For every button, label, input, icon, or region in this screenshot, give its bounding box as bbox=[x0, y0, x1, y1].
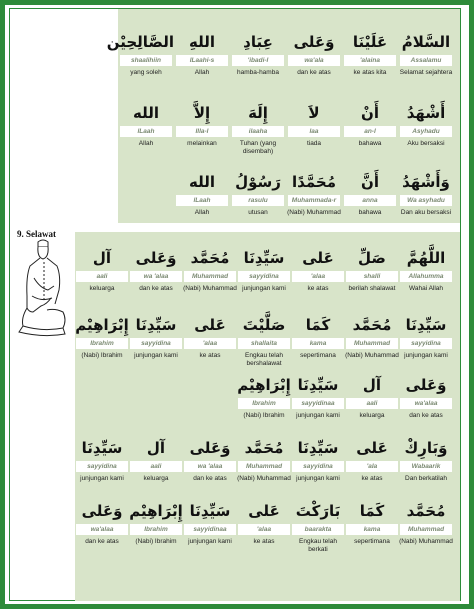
phrase-cell bbox=[398, 30, 454, 77]
arabic-word: عَلى bbox=[248, 502, 280, 520]
arabic-word: أَشْهَدُ bbox=[406, 104, 446, 122]
transliteration: kama bbox=[346, 524, 398, 535]
arabic-word: وَأَشْهَدُ bbox=[402, 173, 450, 191]
phrase-cell bbox=[344, 313, 400, 360]
meaning: dan ke atas bbox=[85, 538, 119, 545]
transliteration: wa'ala bbox=[288, 55, 340, 66]
arabic-word: إِبْرَاهِيْم bbox=[75, 316, 129, 334]
phrase-cell bbox=[398, 373, 454, 420]
arabic-word: صَلَّيْتَ bbox=[242, 316, 286, 334]
phrase-cell bbox=[74, 313, 130, 360]
transliteration: Muhammad bbox=[400, 524, 452, 535]
meaning: junjungan kami bbox=[296, 475, 340, 482]
arabic-word: عَلى bbox=[194, 316, 226, 334]
phrase-cell bbox=[118, 101, 174, 148]
meaning: ke atas kita bbox=[353, 69, 387, 76]
meaning: keluarga bbox=[89, 285, 115, 292]
meaning: junjungan kami bbox=[188, 538, 232, 545]
phrase-cell bbox=[174, 30, 230, 77]
meaning: junjungan kami bbox=[242, 285, 286, 292]
phrase-cell bbox=[344, 246, 400, 293]
transliteration: Asyhadu bbox=[400, 126, 452, 137]
meaning: berilah shalawat bbox=[348, 285, 396, 292]
phrase-cell bbox=[182, 313, 238, 360]
transliteration: sayyidina bbox=[292, 461, 344, 472]
arabic-word: سَيِّدِنَا bbox=[243, 249, 285, 267]
meaning: keluarga bbox=[143, 475, 169, 482]
meaning: dan ke atas bbox=[409, 412, 443, 419]
phrase-cell bbox=[344, 499, 400, 546]
arabic-word: وَبَارِكْ bbox=[404, 439, 448, 457]
section-title: Selawat bbox=[26, 229, 56, 239]
arabic-word: إِبْرَاهِيْم bbox=[237, 376, 291, 394]
arabic-word: السَّلامُ bbox=[401, 33, 451, 51]
meaning: ke atas bbox=[253, 538, 275, 545]
transliteration: aali bbox=[346, 398, 398, 409]
arabic-word: سَيِّدِنَا bbox=[297, 376, 339, 394]
meaning: ke atas bbox=[361, 475, 383, 482]
arabic-word: بَارَكْتَ bbox=[295, 502, 341, 520]
transliteration: wa 'alaa bbox=[184, 461, 236, 472]
meaning: junjungan kami bbox=[80, 475, 124, 482]
phrase-cell bbox=[182, 246, 238, 293]
phrase-cell bbox=[342, 101, 398, 148]
meaning: yang soleh bbox=[130, 69, 162, 76]
arabic-word: مُحَمَّدًا bbox=[292, 173, 336, 191]
phrase-cell bbox=[174, 101, 230, 148]
meaning: utusan bbox=[248, 209, 268, 216]
phrase-cell bbox=[230, 30, 286, 77]
transliteration: Muhammada-r bbox=[288, 195, 340, 206]
arabic-word: آل bbox=[362, 376, 382, 394]
arabic-word: كَمَا bbox=[305, 316, 331, 334]
transliteration: Ibrahim bbox=[238, 398, 290, 409]
transliteration: Ibrahim bbox=[130, 524, 182, 535]
transliteration: wa'alaa bbox=[76, 524, 128, 535]
phrase-cell bbox=[236, 436, 292, 483]
transliteration: shallaita bbox=[238, 338, 290, 349]
arabic-word: آل bbox=[92, 249, 112, 267]
transliteration: shalli bbox=[346, 271, 398, 282]
transliteration: baarakta bbox=[292, 524, 344, 535]
meaning: (Nabi) Muhammad bbox=[345, 352, 399, 359]
transliteration: rasulu bbox=[232, 195, 284, 206]
arabic-word: سَيِّدِنَا bbox=[297, 439, 339, 457]
arabic-word: اللهِ bbox=[189, 33, 215, 51]
transliteration: sayyidinaa bbox=[184, 524, 236, 535]
phrase-cell bbox=[236, 499, 292, 546]
meaning: tiada bbox=[306, 140, 322, 147]
transliteration: Assalamu bbox=[400, 55, 452, 66]
arabic-word: وَعَلى bbox=[189, 439, 231, 457]
transliteration: wa'alaa bbox=[400, 398, 452, 409]
transliteration: lLaah bbox=[120, 126, 172, 137]
transliteration: an-l bbox=[344, 126, 396, 137]
arabic-word: وَعَلى bbox=[293, 33, 335, 51]
transliteration: Muhammad bbox=[184, 271, 236, 282]
meaning: sepertimana bbox=[354, 538, 390, 545]
phrase-cell bbox=[286, 101, 342, 148]
meaning: Engkau telah berkati bbox=[299, 538, 337, 553]
section-number: 9. bbox=[17, 229, 24, 239]
transliteration: laa bbox=[288, 126, 340, 137]
arabic-word: لاَ bbox=[308, 104, 320, 122]
phrase-cell bbox=[398, 436, 454, 483]
transliteration: sayyidina bbox=[400, 338, 452, 349]
meaning: keluarga bbox=[359, 412, 385, 419]
arabic-word: وَعَلى bbox=[405, 376, 447, 394]
phrase-cell bbox=[74, 499, 130, 546]
meaning: Dan aku bersaksi bbox=[400, 209, 452, 216]
phrase-cell bbox=[182, 499, 238, 546]
phrase-cell bbox=[74, 436, 130, 483]
phrase-cell bbox=[230, 170, 286, 217]
transliteration: Muhammad bbox=[238, 461, 290, 472]
arabic-word: الله bbox=[133, 104, 159, 122]
transliteration: Ibrahim bbox=[76, 338, 128, 349]
transliteration: anna bbox=[344, 195, 396, 206]
arabic-word: أَنَّ bbox=[361, 173, 379, 191]
meaning: ke atas bbox=[199, 352, 221, 359]
arabic-word: سَيِّدِنَا bbox=[405, 316, 447, 334]
transliteration: lLaahi-s bbox=[176, 55, 228, 66]
arabic-word: كَمَا bbox=[359, 502, 385, 520]
meaning: junjungan kami bbox=[296, 412, 340, 419]
meaning: (Nabi) Muhammad bbox=[237, 475, 291, 482]
arabic-word: عِبَادِ bbox=[243, 33, 273, 51]
meaning: dan ke atas bbox=[139, 285, 173, 292]
transliteration: Illa-l bbox=[176, 126, 228, 137]
meaning: (Nabi) Ibrahim bbox=[243, 412, 285, 419]
phrase-cell bbox=[342, 30, 398, 77]
meaning: bahawa bbox=[358, 209, 382, 216]
arabic-word: مُحَمَّد bbox=[244, 439, 284, 457]
transliteration: wa 'alaa bbox=[130, 271, 182, 282]
arabic-word: إِلَهَ bbox=[248, 104, 268, 122]
phrase-cell bbox=[128, 246, 184, 293]
arabic-word: رَسُوْلُ bbox=[235, 173, 281, 191]
phrase-cell bbox=[236, 246, 292, 293]
meaning: Allah bbox=[194, 209, 210, 216]
phrase-cell bbox=[74, 246, 130, 293]
transliteration: ilaaha bbox=[232, 126, 284, 137]
phrase-cell bbox=[128, 499, 184, 546]
phrase-cell bbox=[398, 101, 454, 148]
phrase-cell bbox=[290, 313, 346, 360]
meaning: dan ke atas bbox=[297, 69, 331, 76]
meaning: Engkau telah bershalawat bbox=[245, 352, 283, 367]
phrase-cell bbox=[290, 499, 346, 554]
phrase-cell bbox=[344, 373, 400, 420]
meaning: (Nabi) Muhammad bbox=[183, 285, 237, 292]
meaning: sepertimana bbox=[300, 352, 336, 359]
meaning: Wahai Allah bbox=[408, 285, 444, 292]
arabic-word: مُحَمَّد bbox=[190, 249, 230, 267]
meaning: (Nabi) Muhammad bbox=[399, 538, 453, 545]
arabic-word: سَيِّدِنَا bbox=[81, 439, 123, 457]
transliteration: 'alaina bbox=[344, 55, 396, 66]
transliteration: lLaah bbox=[176, 195, 228, 206]
transliteration: 'alaa bbox=[292, 271, 344, 282]
praying-man-figure-icon bbox=[14, 238, 72, 342]
arabic-word: عَلى bbox=[356, 439, 388, 457]
meaning: (Nabi) Ibrahim bbox=[81, 352, 123, 359]
arabic-word: سَيِّدِنَا bbox=[189, 502, 231, 520]
meaning: (Nabi) Muhammad bbox=[287, 209, 341, 216]
transliteration: Muhammad bbox=[346, 338, 398, 349]
meaning: hamba-hamba bbox=[237, 69, 279, 76]
phrase-cell bbox=[290, 246, 346, 293]
arabic-word: الصَّالِحِيْن bbox=[106, 33, 174, 51]
arabic-word: الله bbox=[189, 173, 215, 191]
transliteration: sayyidinaa bbox=[292, 398, 344, 409]
phrase-cell bbox=[236, 313, 292, 368]
transliteration: sayyidina bbox=[76, 461, 128, 472]
meaning: Dan berkatilah bbox=[405, 475, 447, 482]
transliteration: kama bbox=[292, 338, 344, 349]
arabic-word: سَيِّدِنَا bbox=[135, 316, 177, 334]
meaning: Aku bersaksi bbox=[407, 140, 445, 147]
transliteration: sayyidina bbox=[130, 338, 182, 349]
transliteration: shaalihiin bbox=[120, 55, 172, 66]
meaning: Tuhan (yang disembah) bbox=[239, 140, 277, 155]
arabic-word: مُحَمَّد bbox=[406, 502, 446, 520]
transliteration: Wa asyhadu bbox=[400, 195, 452, 206]
meaning: junjungan kami bbox=[404, 352, 448, 359]
meaning: Allah bbox=[138, 140, 154, 147]
phrase-cell bbox=[286, 170, 342, 217]
transliteration: 'alaa bbox=[238, 524, 290, 535]
phrase-cell bbox=[128, 436, 184, 483]
phrase-cell bbox=[342, 170, 398, 217]
transliteration: aali bbox=[76, 271, 128, 282]
phrase-cell bbox=[290, 436, 346, 483]
arabic-word: آل bbox=[146, 439, 166, 457]
phrase-cell bbox=[106, 30, 174, 77]
phrase-cell bbox=[182, 436, 238, 483]
transliteration: sayyidina bbox=[238, 271, 290, 282]
phrase-cell bbox=[398, 499, 454, 546]
meaning: melainkan bbox=[187, 140, 217, 147]
arabic-word: إِلاَّ bbox=[193, 104, 211, 122]
phrase-cell bbox=[398, 170, 454, 217]
meaning: Selamat sejahtera bbox=[399, 69, 453, 76]
transliteration: 'ibadi-l bbox=[232, 55, 284, 66]
phrase-cell bbox=[344, 436, 400, 483]
transliteration: Allahumma bbox=[400, 271, 452, 282]
meaning: ke atas bbox=[307, 285, 329, 292]
meaning: junjungan kami bbox=[134, 352, 178, 359]
arabic-word: وَعَلى bbox=[81, 502, 123, 520]
transliteration: Wabaarik bbox=[400, 461, 452, 472]
phrase-cell bbox=[398, 313, 454, 360]
arabic-word: أَنْ bbox=[361, 104, 379, 122]
arabic-word: وَعَلى bbox=[135, 249, 177, 267]
meaning: Allah bbox=[194, 69, 210, 76]
phrase-cell bbox=[398, 246, 454, 293]
arabic-word: عَلَيْنَا bbox=[352, 33, 388, 51]
phrase-cell bbox=[128, 313, 184, 360]
arabic-word: إِبْرَاهِيْم bbox=[129, 502, 183, 520]
transliteration: 'ala bbox=[346, 461, 398, 472]
meaning: dan ke atas bbox=[193, 475, 227, 482]
transliteration: aali bbox=[130, 461, 182, 472]
phrase-cell bbox=[236, 373, 292, 420]
arabic-word: اللَّهُمَّ bbox=[406, 249, 446, 267]
meaning: (Nabi) Ibrahim bbox=[135, 538, 177, 545]
phrase-cell bbox=[286, 30, 342, 77]
arabic-word: صَلِّ bbox=[358, 249, 386, 267]
phrase-cell bbox=[290, 373, 346, 420]
phrase-cell bbox=[230, 101, 286, 156]
arabic-word: مُحَمَّد bbox=[352, 316, 392, 334]
phrase-cell bbox=[174, 170, 230, 217]
meaning: bahawa bbox=[358, 140, 382, 147]
arabic-word: عَلى bbox=[302, 249, 334, 267]
transliteration: 'alaa bbox=[184, 338, 236, 349]
